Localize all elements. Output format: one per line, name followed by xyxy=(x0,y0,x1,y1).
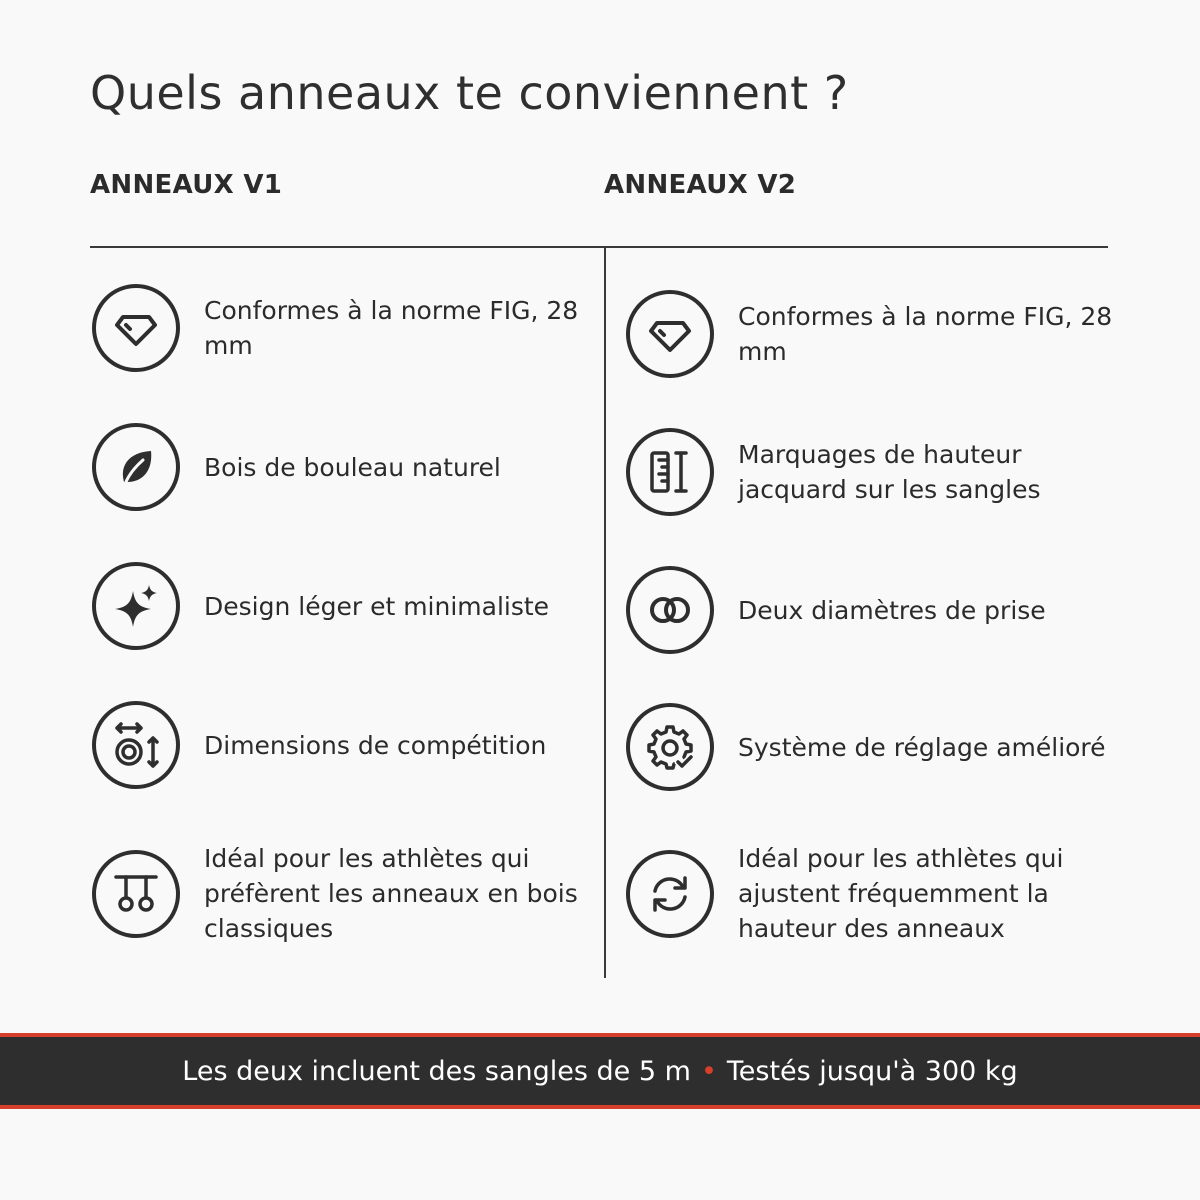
bottom-banner xyxy=(0,1033,1200,1109)
refresh-icon xyxy=(626,850,714,938)
ring-dimensions-icon xyxy=(92,701,180,789)
banner-separator: • xyxy=(700,1055,717,1087)
feature-text: Idéal pour les athlètes qui préfèrent les anneaux en bois classiques xyxy=(204,844,578,943)
header-divider xyxy=(90,246,1108,248)
v2-feature-frequent xyxy=(626,841,1128,946)
feature-text: Marquages de hauteur jacquard sur les sangles xyxy=(738,440,1041,504)
v1-feature-design xyxy=(92,562,584,650)
feature-text: Conformes à la norme FIG, 28 mm xyxy=(738,302,1113,366)
v1-feature-classic xyxy=(92,841,584,946)
page-title: Quels anneaux te conviennent ? xyxy=(90,66,849,120)
height-markings-icon xyxy=(626,428,714,516)
diamond-icon xyxy=(92,284,180,372)
v2-feature-grip xyxy=(626,566,1128,654)
gymnastic-rings-icon xyxy=(92,850,180,938)
v2-feature-fig xyxy=(626,290,1128,378)
feature-text: Conformes à la norme FIG, 28 mm xyxy=(204,296,579,360)
column-heading-v1: ANNEAUX V1 xyxy=(90,170,283,200)
sparkle-icon xyxy=(92,562,180,650)
gear-check-icon xyxy=(626,703,714,791)
v2-feature-adjustment xyxy=(626,703,1128,791)
v1-feature-fig xyxy=(92,284,584,372)
feature-text: Dimensions de compétition xyxy=(204,730,547,760)
feature-text: Bois de bouleau naturel xyxy=(204,452,501,482)
feature-text: Deux diamètres de prise xyxy=(738,595,1046,625)
feature-text: Système de réglage amélioré xyxy=(738,732,1106,762)
column-divider xyxy=(604,247,606,978)
diamond-icon xyxy=(626,290,714,378)
v1-feature-dimensions xyxy=(92,701,584,789)
banner-load-text: Testés jusqu'à 300 kg xyxy=(726,1055,1018,1087)
double-ring-icon xyxy=(626,566,714,654)
v1-feature-wood xyxy=(92,423,584,511)
feature-text: Design léger et minimaliste xyxy=(204,591,550,621)
v2-feature-markings xyxy=(626,428,1128,516)
banner-straps-text: Les deux incluent des sangles de 5 m xyxy=(182,1055,691,1087)
leaf-icon xyxy=(92,423,180,511)
feature-text: Idéal pour les athlètes qui ajustent fréquemment la hauteur des anneaux xyxy=(738,844,1064,943)
column-heading-v2: ANNEAUX V2 xyxy=(604,170,797,200)
